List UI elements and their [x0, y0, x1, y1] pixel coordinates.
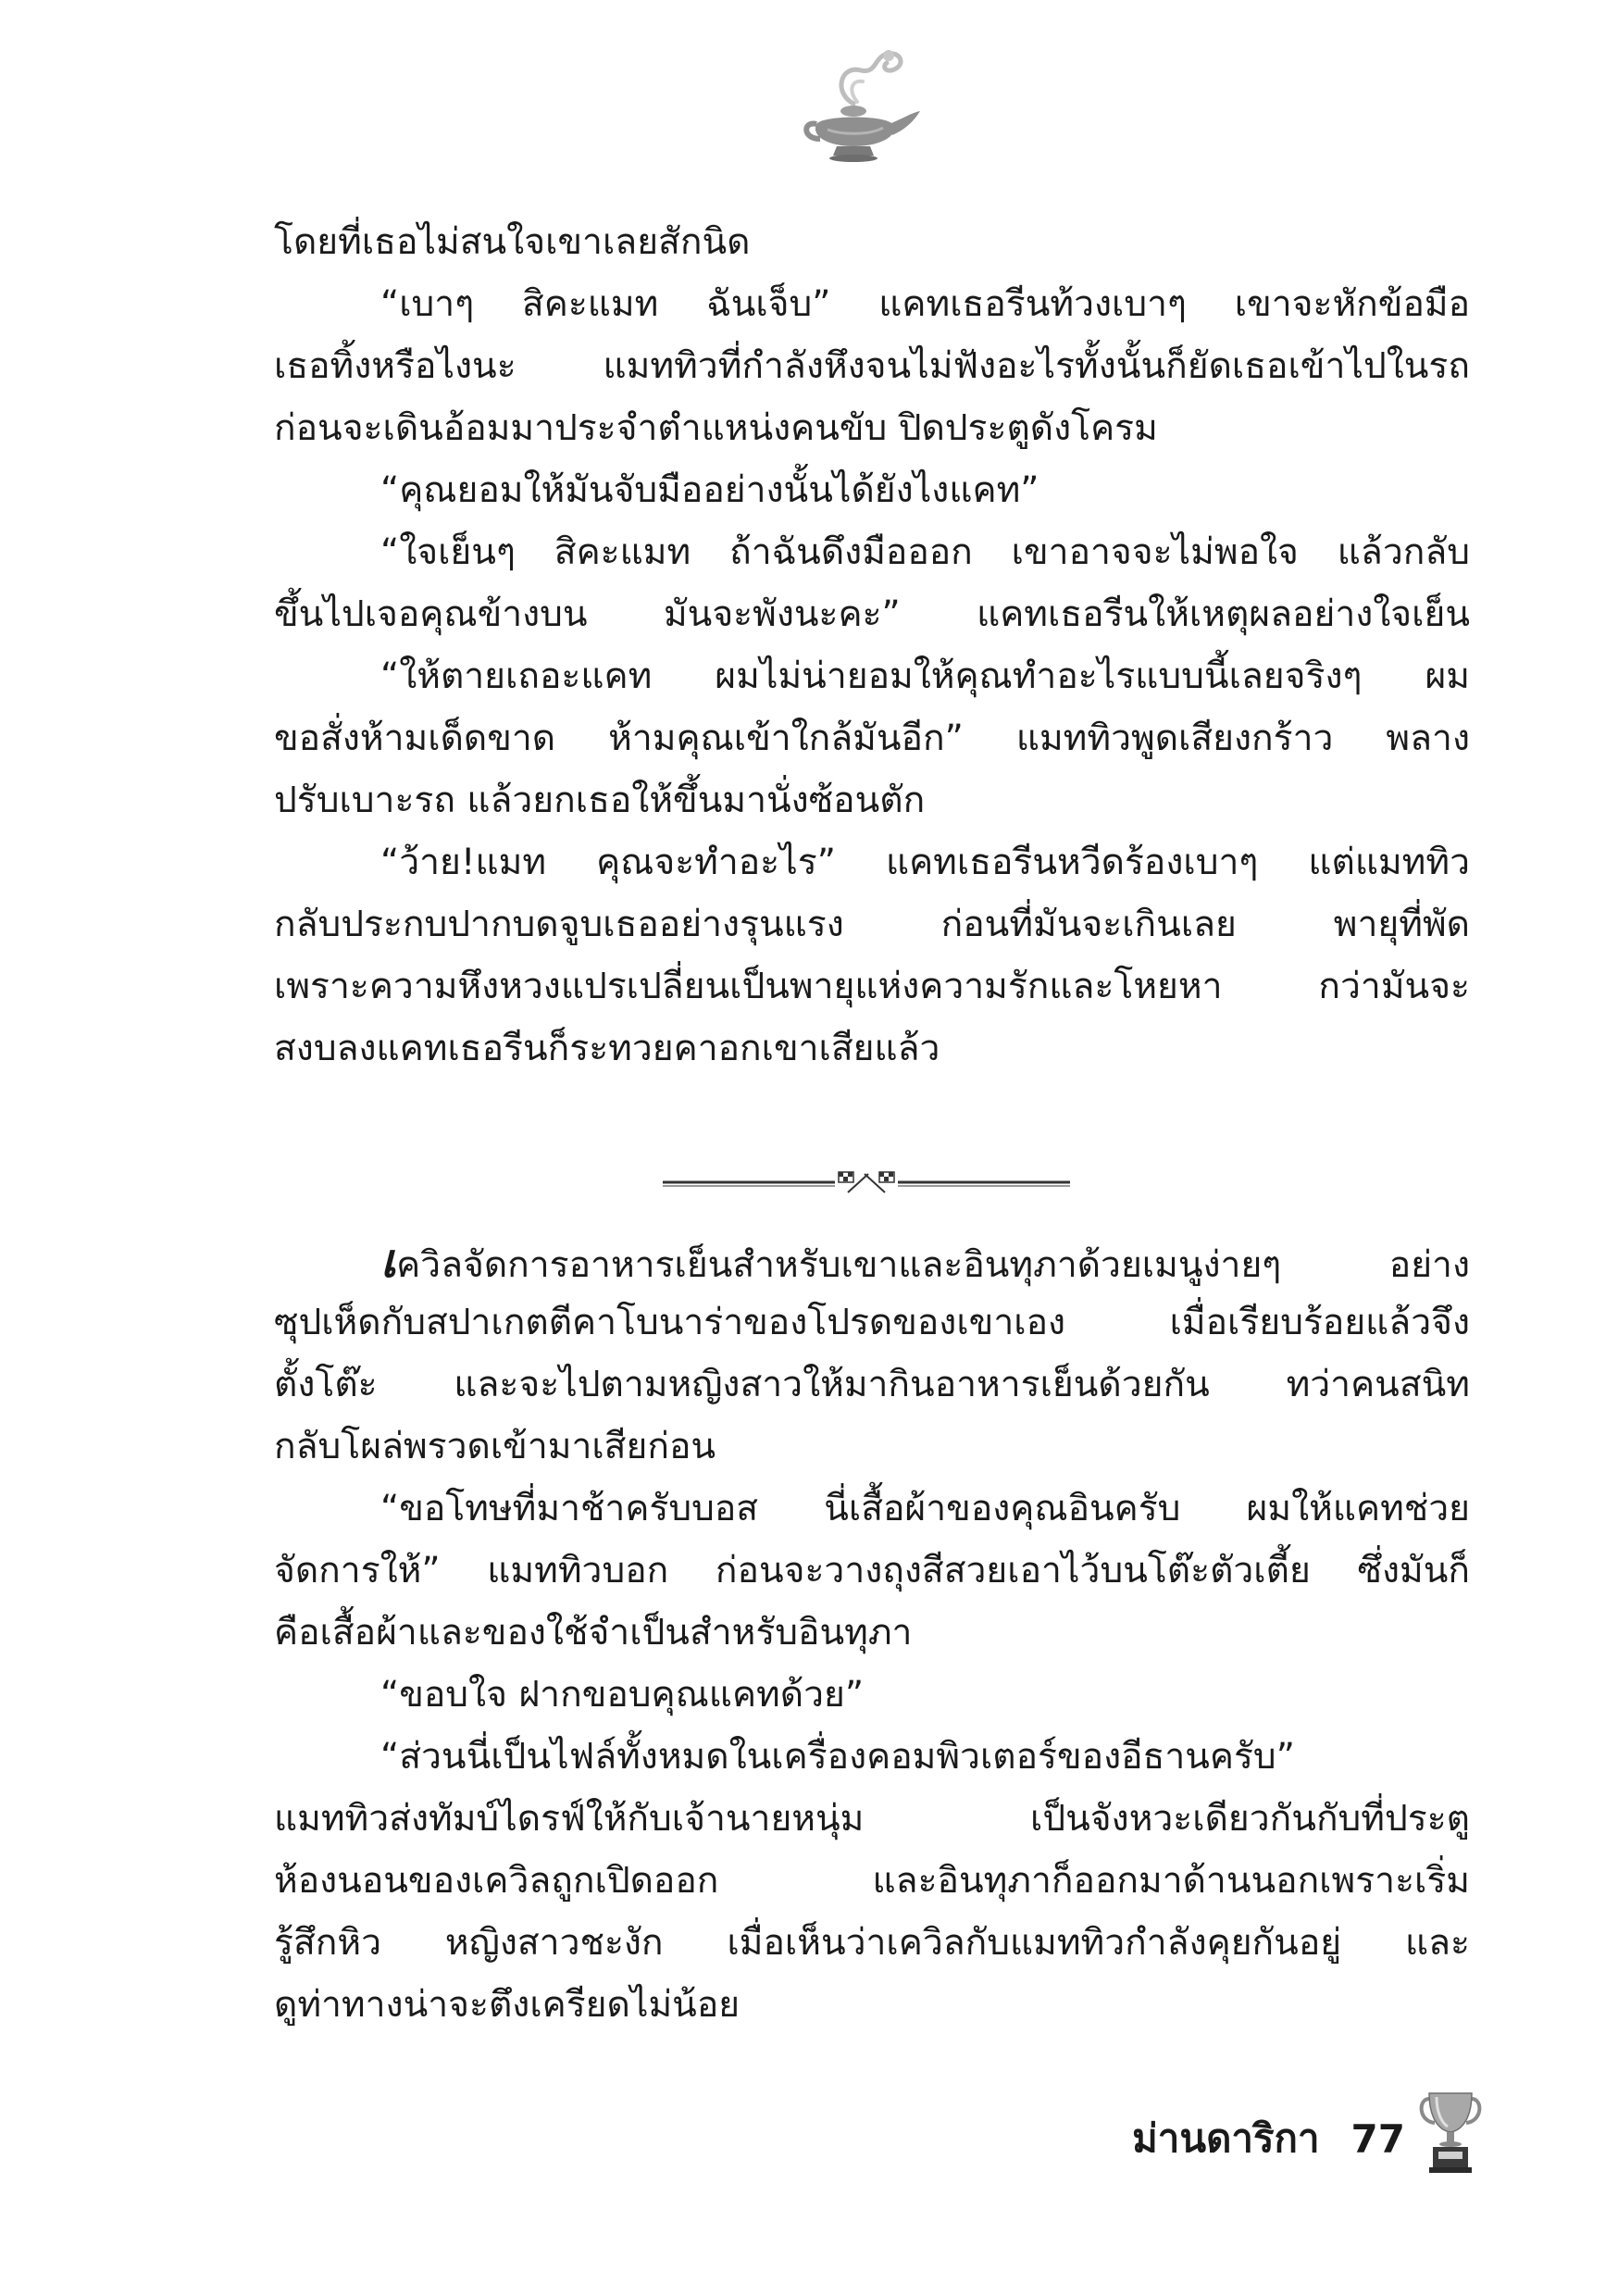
paragraph-line: ดูท่าทางน่าจะตึงเครียดไม่น้อย — [274, 1984, 741, 2026]
paragraph-line: “ส่วนนี่เป็นไฟล์ทั้งหมดในเครื่องคอมพิวเตอร์ของอีธานครับ” — [380, 1736, 1295, 1778]
paragraph-line: จัดการให้” แมททิวบอก ก่อนจะวางถุงสีสวยเอาไว้บนโต๊ะตัวเตี้ย ซึ่งมันก็ — [274, 1550, 1470, 1591]
genie-lamp-icon — [796, 46, 926, 167]
paragraph-line: แมททิวส่งทัมบ์ไดรฟ์ให้กับเจ้านายหนุ่ม เป็นจังหวะเดียวกันกับที่ประตู — [274, 1798, 1470, 1840]
paragraph-line: “คุณยอมให้มันจับมืออย่างนั้นได้ยังไงแคท” — [380, 469, 1039, 511]
paragraph-line: ขอสั่งห้ามเด็ดขาด ห้ามคุณเข้าใกล้มันอีก” แมททิวพูดเสียงกร้าว พลาง — [274, 718, 1470, 759]
paragraph-line: ห้องนอนของเควิลถูกเปิดออก และอินทุภาก็ออกมาด้านนอกเพราะเริ่ม — [274, 1860, 1470, 1902]
paragraph-line: คือเสื้อผ้าและของใช้จำเป็นสำหรับอินทุภา — [274, 1612, 913, 1653]
paragraph-line: กลับประกบปากบดจูบเธออย่างรุนแรง ก่อนที่มันจะเกินเลย พายุที่พัด — [274, 904, 1470, 945]
paragraph-line: สงบลงแคทเธอรีนก็ระทวยคาอกเขาเสียแล้ว — [274, 1028, 940, 1069]
paragraph-line: ซุปเห็ดกับสปาเกตตีคาโบนาร่าของโปรดของเขาเอง เมื่อเรียบร้อยแล้วจึง — [274, 1302, 1470, 1343]
paragraph-line: ขึ้นไปเจอคุณข้างบน มันจะพังนะคะ” แคทเธอรีนให้เหตุผลอย่างใจเย็น — [274, 593, 1470, 635]
trophy-icon — [1418, 2086, 1483, 2175]
paragraph-line: เธอทิ้งหรือไงนะ แมททิวที่กำลังหึงจนไม่ฟังอะไรทั้งนั้นก็ยัดเธอเข้าไปในรถ — [274, 345, 1470, 387]
section-two — [274, 1229, 1470, 2036]
paragraph-line: เพราะความหึงหวงแปรเปลี่ยนเป็นพายุแห่งความรักและโหยหา กว่ามันจะ — [274, 966, 1470, 1007]
paragraph-line: “ขอโทษที่มาช้าครับบอส นี่เสื้อผ้าของคุณอินครับ ผมให้แคทช่วย — [380, 1488, 1470, 1529]
paragraph-line: รู้สึกหิว หญิงสาวชะงัก เมื่อเห็นว่าเควิลกับแมททิวกำลังคุยกันอยู่ และ — [274, 1922, 1470, 1964]
paragraph-line: ตั้งโต๊ะ และจะไปตามหญิงสาวให้มากินอาหารเย็นด้วยกัน ทว่าคนสนิท — [274, 1364, 1470, 1405]
paragraph-line: “ขอบใจ ฝากขอบคุณแคทด้วย” — [380, 1674, 865, 1716]
drop-cap: เ — [380, 1233, 397, 1288]
paragraph-line: ก่อนจะเดินอ้อมมาประจำตำแหน่งคนขับ ปิดประตูดังโครม — [274, 407, 1158, 449]
paragraph-line: “เบาๆ สิคะแมท ฉันเจ็บ” แคทเธอรีนท้วงเบาๆ เขาจะหักข้อมือ — [380, 283, 1470, 325]
section-one — [274, 211, 1470, 1079]
page-footer — [1132, 2102, 1483, 2176]
checkered-flags-divider-icon — [663, 1168, 1070, 1196]
paragraph-line — [274, 1229, 1470, 1292]
first-line-text: ควิลจัดการอาหารเย็นสำหรับเขาและอินทุภาด้วยเมนูง่ายๆ อย่าง — [396, 1244, 1470, 1286]
paragraph-line: ปรับเบาะรถ แล้วยกเธอให้ขึ้นมานั่งซ้อนตัก — [274, 780, 926, 821]
paragraph-line: “ใจเย็นๆ สิคะแมท ถ้าฉันดึงมือออก เขาอาจจะไม่พอใจ แล้วกลับ — [380, 531, 1470, 573]
paragraph-line: กลับโผล่พรวดเข้ามาเสียก่อน — [274, 1426, 716, 1467]
paragraph-line: โดยที่เธอไม่สนใจเขาเลยสักนิด — [274, 221, 751, 263]
paragraph-line: “ให้ตายเถอะแคท ผมไม่น่ายอมให้คุณทำอะไรแบบนี้เลยจริงๆ ผม — [380, 655, 1470, 697]
paragraph-line: “ว้าย!แมท คุณจะทำอะไร” แคทเธอรีนหวีดร้องเบาๆ แต่แมททิว — [380, 842, 1470, 883]
book-title: ม่านดาริกา — [1132, 2115, 1320, 2161]
page-number: 77 — [1350, 2115, 1405, 2162]
